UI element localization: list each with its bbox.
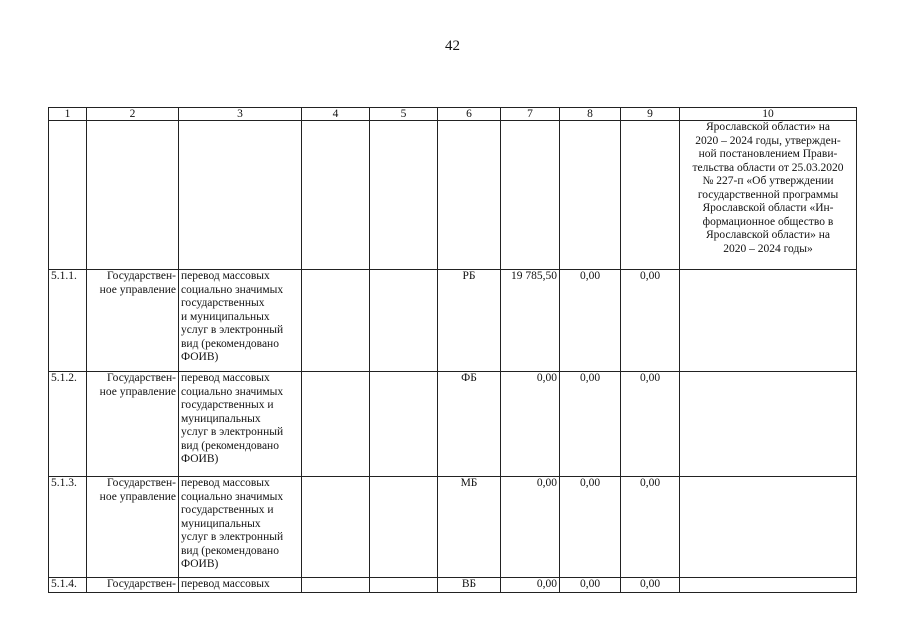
- row-value-9: 0,00: [621, 477, 680, 578]
- empty-cell: [560, 121, 621, 270]
- row-value-8: 0,00: [560, 477, 621, 578]
- continuation-note: Ярославской области» на 2020 – 2024 годы, утвержден- ной постановлением Прави- тельства области от 25.03.2020 № 227-п «Об утверждении государственной программы Ярославской области «Ин- формационное общество в Ярославской области» на 2020 – 2024 годы»: [680, 121, 857, 270]
- column-number: 2: [87, 108, 179, 121]
- row-code: 5.1.3.: [49, 477, 87, 578]
- empty-cell: [302, 372, 370, 477]
- empty-cell: [302, 477, 370, 578]
- table-row: [49, 578, 857, 593]
- row-funding-source: ВБ: [438, 578, 501, 593]
- table-row: [49, 372, 857, 477]
- table-row: [49, 477, 857, 578]
- row-area: Государствен- ное управление: [87, 477, 179, 578]
- row-value-7: 0,00: [501, 372, 560, 477]
- row-code: 5.1.1.: [49, 270, 87, 372]
- measures-table: [48, 107, 857, 593]
- page-number: 42: [445, 38, 460, 54]
- empty-cell: [438, 121, 501, 270]
- row-code: 5.1.2.: [49, 372, 87, 477]
- column-number: 9: [621, 108, 680, 121]
- continuation-row: [49, 121, 857, 270]
- row-funding-source: РБ: [438, 270, 501, 372]
- column-number-row: [49, 108, 857, 121]
- empty-cell: [49, 121, 87, 270]
- row-area: Государствен-: [87, 578, 179, 593]
- empty-cell: [501, 121, 560, 270]
- row-value-7: 19 785,50: [501, 270, 560, 372]
- column-number: 10: [680, 108, 857, 121]
- empty-cell: [370, 121, 438, 270]
- empty-cell: [370, 270, 438, 372]
- row-description: перевод массовых: [179, 578, 302, 593]
- row-value-7: 0,00: [501, 578, 560, 593]
- row-area: Государствен- ное управление: [87, 372, 179, 477]
- row-value-8: 0,00: [560, 578, 621, 593]
- empty-cell: [680, 578, 857, 593]
- table-row: [49, 270, 857, 372]
- row-value-9: 0,00: [621, 372, 680, 477]
- row-value-9: 0,00: [621, 578, 680, 593]
- row-funding-source: ФБ: [438, 372, 501, 477]
- row-value-9: 0,00: [621, 270, 680, 372]
- column-number: 1: [49, 108, 87, 121]
- column-number: 6: [438, 108, 501, 121]
- row-value-8: 0,00: [560, 372, 621, 477]
- row-code: 5.1.4.: [49, 578, 87, 593]
- row-area: Государствен- ное управление: [87, 270, 179, 372]
- empty-cell: [680, 477, 857, 578]
- row-value-7: 0,00: [501, 477, 560, 578]
- row-value-8: 0,00: [560, 270, 621, 372]
- column-number: 4: [302, 108, 370, 121]
- column-number: 5: [370, 108, 438, 121]
- row-description: перевод массовых социально значимых государственных и муниципальных услуг в электронный вид (рекомендовано ФОИВ): [179, 477, 302, 578]
- empty-cell: [680, 372, 857, 477]
- column-number: 3: [179, 108, 302, 121]
- column-number: 7: [501, 108, 560, 121]
- empty-cell: [680, 270, 857, 372]
- row-description: перевод массовых социально значимых государственных и муниципальных услуг в электронный вид (рекомендовано ФОИВ): [179, 372, 302, 477]
- row-funding-source: МБ: [438, 477, 501, 578]
- empty-cell: [179, 121, 302, 270]
- empty-cell: [302, 578, 370, 593]
- empty-cell: [370, 372, 438, 477]
- empty-cell: [370, 578, 438, 593]
- empty-cell: [621, 121, 680, 270]
- row-description: перевод массовых социально значимых государственных и муниципальных услуг в электронный вид (рекомендовано ФОИВ): [179, 270, 302, 372]
- empty-cell: [87, 121, 179, 270]
- empty-cell: [370, 477, 438, 578]
- column-number: 8: [560, 108, 621, 121]
- empty-cell: [302, 270, 370, 372]
- empty-cell: [302, 121, 370, 270]
